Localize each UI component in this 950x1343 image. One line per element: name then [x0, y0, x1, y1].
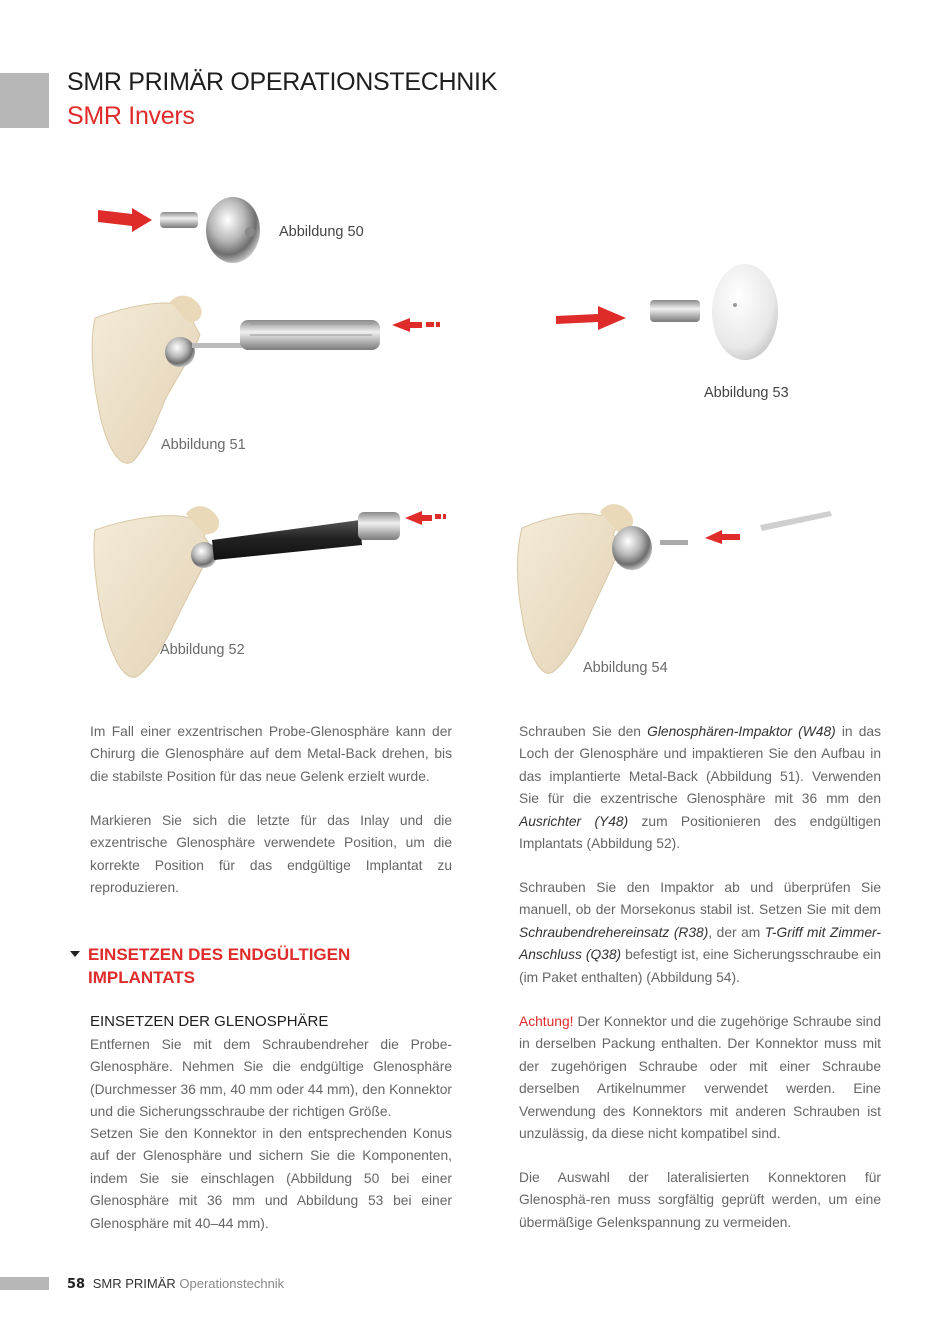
page-subtitle: SMR Invers	[67, 102, 195, 130]
figure-52-caption: Abbildung 52	[160, 642, 245, 658]
figure-53-illustration	[556, 264, 778, 360]
section-heading-line-2: IMPLANTATS	[88, 968, 196, 987]
figure-54-illustration	[518, 504, 833, 673]
figure-52-illustration	[94, 506, 446, 677]
page-title: SMR PRIMÄR OPERATIONSTECHNIK	[67, 68, 498, 96]
left-paragraph-3: Entfernen Sie mit dem Schraubendreher die Probe-Glenosphäre. Nehmen Sie die endgültige Glenosphäre (Durchmesser 36 mm, 40 mm oder 44 mm), den Konnektor und die Sicherungsschraube der richtigen Größe.	[90, 1037, 452, 1120]
left-paragraph-1: Im Fall einer exzentrischen Probe-Glenosphäre kann der Chirurg die Glenosphäre auf dem Metal-Back drehen, bis die stabilste Position für das neue Gelenk erzielt wurde.	[90, 724, 452, 784]
instrument-name: T-Griff mit Zimmer-Anschluss (Q38)	[519, 924, 881, 963]
section-heading	[70, 943, 350, 989]
subsection-heading: EINSETZEN DER GLENOSPHÄRE	[90, 1013, 329, 1030]
figure-54-caption: Abbildung 54	[583, 660, 668, 676]
footer-color-tab	[0, 1277, 49, 1290]
right-paragraph-1: Schrauben Sie den Glenosphären-Impaktor (W48) in das Loch der Glenosphäre und impaktieren Sie den Aufbau in das implantierte Metal-Back (Abbildung 51). Verwenden Sie für die exzentrische Glenosphäre mit 36 mm den Ausrichter (Y48) zum Positionieren des endgültigen Implantats (Abbildung 52).	[519, 724, 881, 852]
figure-50-illustration	[98, 197, 260, 263]
right-paragraph-4: Die Auswahl der lateralisierten Konnektoren für Glenosphä-ren muss sorgfältig geprüft werden, um eine übermäßige Gelenkspannung zu vermeiden.	[519, 1170, 881, 1230]
right-paragraph-3: Achtung! Der Konnektor und die zugehörige Schraube sind in derselben Packung enthalten. Der Konnektor muss mit der zugehörigen Schraube oder mit einer Schraube derselben Artikelnummer verwendet werden. Eine Verwendung des Konnektors mit anderen Schrauben ist unzulässig, da diese nicht kompatibel sind.	[519, 1014, 881, 1142]
warning-label: Achtung!	[519, 1014, 574, 1029]
instrument-name: Ausrichter (Y48)	[519, 813, 629, 829]
figure-51-caption: Abbildung 51	[161, 437, 246, 453]
section-heading-line-1: EINSETZEN DES ENDGÜLTIGEN	[88, 945, 351, 964]
footer-product: SMR PRIMÄR	[92, 1276, 176, 1291]
footer-section: Operationstechnik	[179, 1276, 285, 1291]
page-number: 58	[67, 1277, 86, 1292]
figure-53-caption: Abbildung 53	[704, 385, 789, 401]
instrument-name: Glenosphären-Impaktor (W48)	[647, 724, 836, 739]
right-paragraph-2: Schrauben Sie den Impaktor ab und überprüfen Sie manuell, ob der Morsekonus stabil ist. Setzen Sie mit dem Schraubendrehereinsatz (R38), der am T-Griff mit Zimmer-Anschluss (Q38) befestigt ist, eine Sicherungsschraube ein (im Paket enthalten) (Abbildung 54).	[519, 880, 882, 985]
figure-50-caption: Abbildung 50	[279, 224, 364, 240]
triangle-bullet-icon	[70, 951, 80, 957]
page-footer	[67, 1276, 284, 1292]
instrument-name: Schraubendrehereinsatz (R38)	[519, 924, 709, 940]
left-paragraph-2: Markieren Sie sich die letzte für das Inlay und die exzentrische Glenosphäre verwendete Position, um die korrekte Position für das endgültige Implantat zu reproduzieren.	[90, 813, 452, 896]
left-paragraph-4: Setzen Sie den Konnektor in den entsprechenden Konus auf der Glenosphäre und sichern Sie die Komponenten, indem Sie sie einschlagen (Abbildung 50 bei einer Glenosphäre mit 36 mm und Abbildung 53 bei einer Glenosphäre mit 40–44 mm).	[90, 1126, 452, 1231]
figure-51-illustration	[92, 296, 440, 464]
